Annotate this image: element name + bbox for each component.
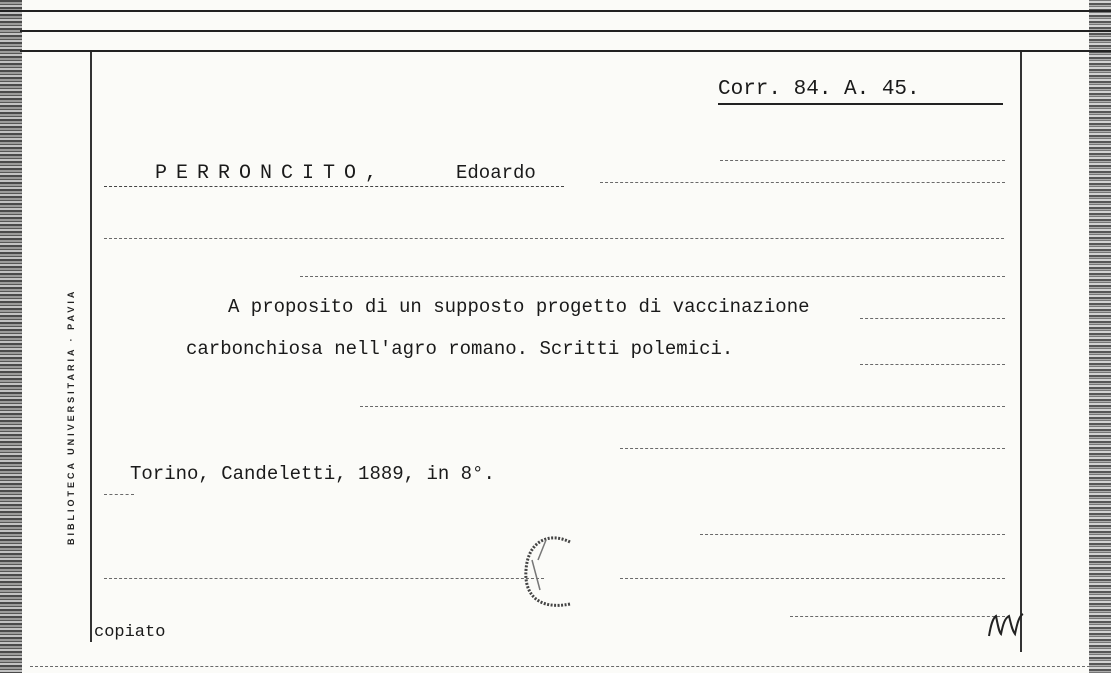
guide-line [104, 578, 544, 579]
top-rule [20, 50, 1111, 52]
guide-line [620, 448, 1005, 449]
author-surname: PERRONCITO, [155, 162, 387, 185]
top-rule [20, 30, 1111, 32]
handwritten-m-mark [985, 610, 1025, 640]
guide-line [104, 494, 134, 495]
scan-edge-left [0, 0, 22, 673]
guide-line [104, 238, 1004, 239]
guide-line [790, 616, 1005, 617]
card-left-border [90, 52, 92, 642]
author-first-name: Edoardo [456, 162, 536, 184]
library-stamp: BIBLIOTECA UNIVERSITARIA · PAVIA [66, 288, 76, 545]
top-rule [0, 10, 1111, 12]
scan-edge-right [1089, 0, 1111, 673]
author-underline [104, 186, 564, 187]
guide-line [360, 406, 1005, 407]
title-line-2: carbonchiosa nell'agro romano. Scritti polemici. [186, 338, 734, 360]
call-number: Corr. 84. A. 45. [718, 78, 1003, 105]
guide-line [300, 276, 1005, 277]
guide-line [620, 578, 1005, 579]
guide-line [860, 318, 1005, 319]
title-line-1: A proposito di un supposto progetto di vaccinazione [228, 296, 810, 318]
guide-line [600, 182, 1005, 183]
guide-line [720, 160, 1005, 161]
handwritten-c-mark [510, 530, 580, 620]
guide-line [30, 666, 1090, 667]
imprint: Torino, Candeletti, 1889, in 8°. [130, 463, 495, 485]
guide-line [860, 364, 1005, 365]
guide-line [700, 534, 1005, 535]
copied-note: copiato [94, 623, 166, 642]
card-right-border [1020, 52, 1022, 652]
